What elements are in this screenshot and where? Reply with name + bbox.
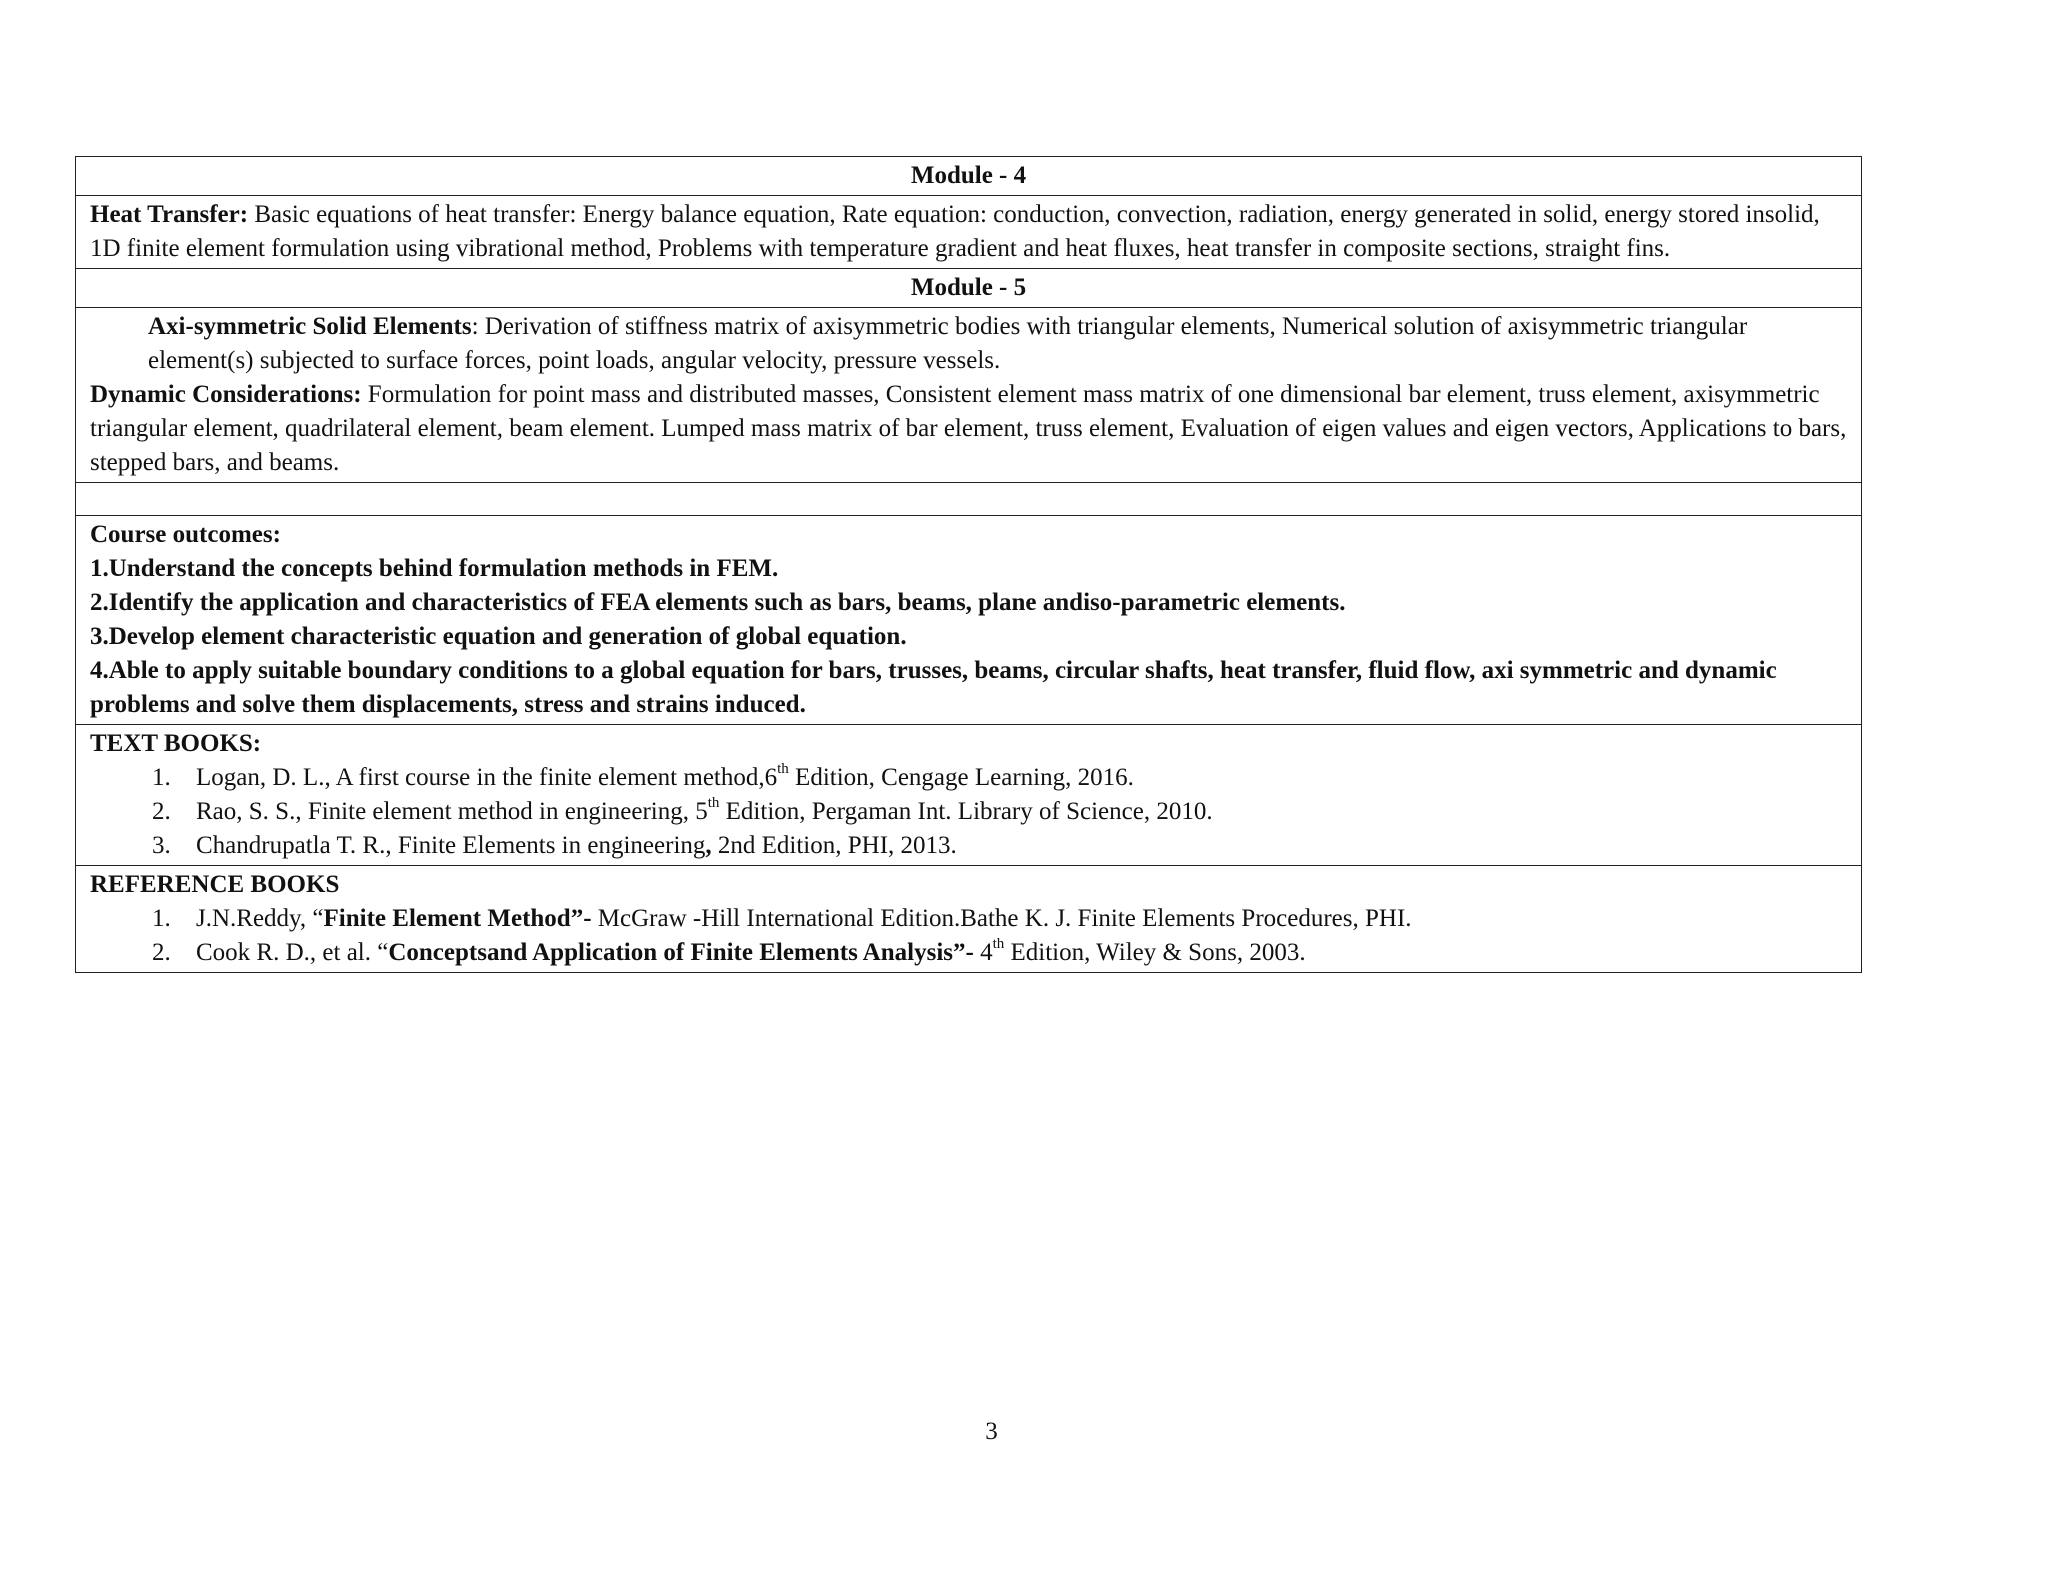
superscript: th: [707, 795, 720, 811]
text-books-list: [90, 761, 1847, 863]
reference-book-item: [152, 936, 1847, 970]
book-text: 2nd Edition, PHI, 2013.: [711, 832, 957, 859]
empty-row: [76, 482, 1861, 515]
book-text: 4: [973, 939, 993, 966]
module-5-content: [76, 308, 1861, 482]
book-text: Chandrupatla T. R., Finite Elements in engineering: [196, 832, 706, 859]
list-number: 1.: [152, 905, 171, 932]
module-4-content: [76, 196, 1861, 268]
page-number: 3: [985, 1418, 998, 1445]
list-number: 3.: [152, 832, 171, 859]
book-text: Edition, Wiley & Sons, 2003.: [1004, 939, 1306, 966]
reference-books: [76, 866, 1861, 972]
dynamic-label: Dynamic Considerations:: [90, 381, 362, 408]
heat-transfer-label: Heat Transfer:: [90, 201, 249, 228]
reference-books-title: REFERENCE BOOKS: [90, 871, 340, 898]
syllabus-table: [75, 156, 1862, 973]
outcome-item: 1.Understand the concepts behind formulation methods in FEM.: [90, 555, 779, 582]
module-4-content-row: [76, 195, 1861, 268]
book-bold-text: ,: [705, 832, 712, 859]
text-book-item: [152, 761, 1847, 795]
dynamic-text: Formulation for point mass and distributed masses, Consistent element mass matrix of one dimensional bar element, truss element, axisymmetric triangular element, quadrilateral element, beam element. Lumped mass matrix of bar element, truss element, Evaluation of eigen values and eigen vectors, Applications to bars, stepped bars, and beams.: [90, 381, 1847, 476]
reference-books-list: [90, 902, 1847, 970]
text-books-row: [76, 724, 1861, 865]
axi-symmetric-paragraph: [90, 310, 1847, 378]
outcome-item: 3.Develop element characteristic equation and generation of global equation.: [90, 623, 907, 650]
module-5-content-row: [76, 307, 1861, 482]
axi-symmetric-label: Axi-symmetric Solid Elements: [148, 313, 472, 340]
book-bold-text: Finite Element Method”-: [323, 905, 592, 932]
outcome-item: 4.Able to apply suitable boundary conditions to a global equation for bars, trusses, beams, circular shafts, heat transfer, fluid flow, axi symmetric and dynamic problems and solve them displacements, stress and strains induced.: [90, 657, 1777, 718]
module-5-heading: Module - 5: [910, 274, 1027, 301]
reference-book-item: [152, 902, 1847, 936]
superscript: th: [777, 761, 789, 777]
text-books-title: TEXT BOOKS:: [90, 730, 262, 757]
reference-books-row: [76, 865, 1861, 972]
outcome-item: 2.Identify the application and characteristics of FEA elements such as bars, beams, plane andiso-parametric elements.: [90, 589, 1346, 616]
text-books: [76, 725, 1861, 865]
book-text: J.N.Reddy, “: [196, 905, 324, 932]
book-text: Edition, Pergaman Int. Library of Science, 2010.: [719, 798, 1213, 825]
text-book-item: [152, 829, 1847, 863]
superscript: th: [992, 936, 1005, 952]
module-4-heading: Module - 4: [910, 162, 1027, 189]
module-4-heading-row: [76, 157, 1861, 195]
list-number: 2.: [152, 939, 171, 966]
dynamic-paragraph: [90, 378, 1847, 480]
module-5-heading-row: [76, 268, 1861, 307]
list-number: 2.: [152, 798, 171, 825]
book-text: McGraw -Hill International Edition.Bathe K. J. Finite Elements Procedures, PHI.: [591, 905, 1412, 932]
text-book-item: [152, 795, 1847, 829]
book-bold-text: Conceptsand Application of Finite Elements Analysis”-: [388, 939, 974, 966]
course-outcomes: [76, 516, 1861, 724]
book-text: Rao, S. S., Finite element method in engineering, 5: [196, 798, 708, 825]
book-text: Logan, D. L., A first course in the finite element method,6: [196, 764, 778, 791]
book-text: Cook R. D., et al. “: [196, 939, 389, 966]
list-number: 1.: [152, 764, 171, 791]
course-outcomes-title: Course outcomes:: [90, 521, 281, 548]
axi-symmetric-text: : Derivation of stiffness matrix of axisymmetric bodies with triangular elements, Numerical solution of axisymmetric triangular element(s) subjected to surface forces, point loads, angular velocity, pressure vessels.: [148, 313, 1748, 374]
heat-transfer-text: Basic equations of heat transfer: Energy balance equation, Rate equation: conduction, convection, radiation, energy generated in solid, energy stored insolid, 1D finite element formulation using vibrational method, Problems with temperature gradient and heat fluxes, heat transfer in composite sections, straight fins.: [90, 201, 1820, 262]
book-text: Edition, Cengage Learning, 2016.: [788, 764, 1134, 791]
course-outcomes-row: [76, 515, 1861, 724]
